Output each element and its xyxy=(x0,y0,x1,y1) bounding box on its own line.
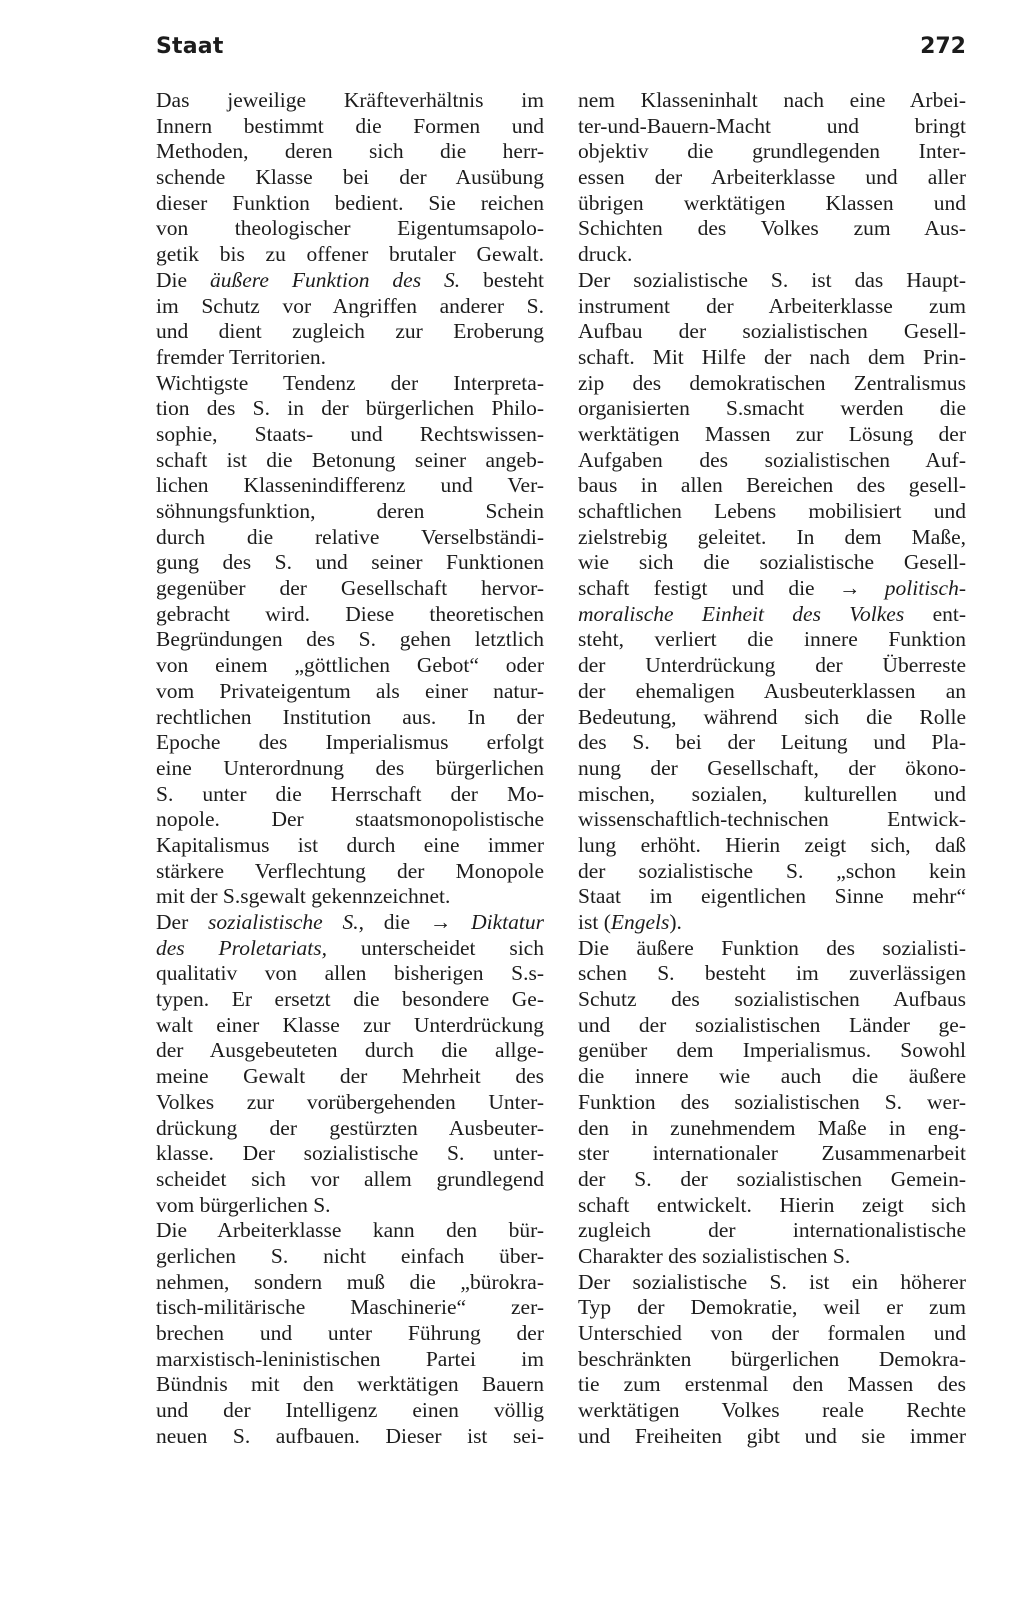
italic-term: Engels xyxy=(610,910,670,934)
text-line: Wichtigste Tendenz der Interpreta- xyxy=(156,370,544,395)
text-line: S. unter die Herrschaft der Mo- xyxy=(156,781,544,806)
text-line: mit der S.sgewalt gekennzeichnet. xyxy=(156,884,451,909)
text-line: ster internationaler Zusammenarbeit xyxy=(578,1141,966,1166)
text-line: organisierten S.smacht werden die xyxy=(578,396,966,421)
text-line: der sozialistische S. „schon kein xyxy=(578,858,966,883)
text-line: instrument der Arbeiterklasse zum xyxy=(578,293,966,318)
text-line: walt einer Klasse zur Unterdrückung xyxy=(156,1012,544,1037)
text-line: marxistisch-leninistischen Partei im xyxy=(156,1346,544,1371)
text-line: Schichten des Volkes zum Aus- xyxy=(578,216,966,241)
text-line: Charakter des sozialistischen S. xyxy=(578,1243,851,1268)
text-span: , die → xyxy=(358,910,472,934)
text-line: des S. bei der Leitung und Pla- xyxy=(578,730,966,755)
text-line: drückung der gestürzten Ausbeuter- xyxy=(156,1115,544,1140)
text-span: besteht xyxy=(460,267,545,292)
text-line: scheidet sich vor allem grundlegend xyxy=(156,1166,544,1191)
text-line: baus in allen Bereichen des gesell- xyxy=(578,473,966,498)
text-line: schaftlichen Lebens mobilisiert und xyxy=(578,499,966,523)
text-line: Schutz des sozialistischen Aufbaus xyxy=(578,987,966,1012)
text-line: mischen, sozialen, kulturellen und xyxy=(578,781,966,806)
text-span: ent- xyxy=(904,601,966,626)
text-span: unterscheidet sich xyxy=(327,935,544,960)
italic-term: sozialistische S. xyxy=(208,910,359,934)
text-line: schaft ist die Betonung seiner angeb- xyxy=(156,447,544,472)
text-line: rechtlichen Institution aus. In der xyxy=(156,704,544,729)
text-line: tisch-militärische Maschinerie“ zer- xyxy=(156,1295,544,1320)
text-span: Die xyxy=(156,267,210,292)
text-line: und Freiheiten gibt und sie immer xyxy=(578,1423,966,1448)
text-line: brechen und unter Führung der xyxy=(156,1321,544,1345)
text-line: der ehemaligen Ausbeuterklassen an xyxy=(578,678,966,703)
text-line: Methoden, deren sich die herr- xyxy=(156,139,544,164)
text-line: Unterschied von der formalen und xyxy=(578,1321,966,1345)
text-line: Bündnis mit den werktätigen Bauern xyxy=(156,1372,544,1397)
text-line: Staat im eigentlichen Sinne mehr“ xyxy=(578,884,966,909)
left-text-column xyxy=(156,88,544,1449)
text-line: wissenschaftlich-technischen Entwick- xyxy=(578,807,966,832)
text-line: und der sozialistischen Länder ge- xyxy=(578,1012,966,1037)
italic-term: Diktatur xyxy=(471,910,544,934)
text-line: nem Klasseninhalt nach eine Arbei- xyxy=(578,88,966,112)
text-line: gung des S. und seiner Funktionen xyxy=(156,550,544,575)
text-line xyxy=(578,910,966,936)
text-line: den in zunehmendem Maße in eng- xyxy=(578,1115,966,1140)
text-line: Bedeutung, während sich die Rolle xyxy=(578,704,966,729)
text-line: Typ der Demokratie, weil er zum xyxy=(578,1295,966,1320)
text-line: nehmen, sondern muß die „bürokra- xyxy=(156,1269,544,1294)
text-line: von einem „göttlichen Gebot“ oder xyxy=(156,653,544,678)
italic-term: politisch- xyxy=(884,576,966,601)
text-line: der S. der sozialistischen Gemein- xyxy=(578,1166,966,1191)
text-line: Begründungen des S. gehen letztlich xyxy=(156,627,544,652)
text-line: wie sich die sozialistische Gesell- xyxy=(578,550,966,575)
text-line: fremder Territorien. xyxy=(156,344,327,369)
text-line: objektiv die grundlegenden Inter- xyxy=(578,139,966,164)
text-line: Der sozialistische S. ist das Haupt- xyxy=(578,267,966,292)
text-line: gegenüber der Gesellschaft hervor- xyxy=(156,576,544,601)
text-line: tie zum erstenmal den Massen des xyxy=(578,1372,966,1397)
text-line: steht, verliert die innere Funktion xyxy=(578,627,966,652)
text-line: essen der Arbeiterklasse und aller xyxy=(578,165,966,190)
text-span: schaft festigt und die → xyxy=(578,576,885,601)
text-line: Der sozialistische S. ist ein höherer xyxy=(578,1269,966,1294)
text-span: Der xyxy=(156,910,209,934)
text-line: und dient zugleich zur Eroberung xyxy=(156,319,544,344)
text-line: Die äußere Funktion des sozialisti- xyxy=(578,935,966,960)
text-line: nung der Gesellschaft, der ökono- xyxy=(578,755,966,780)
text-line: die innere wie auch die äußere xyxy=(578,1064,966,1089)
text-line: Innern bestimmt die Formen und xyxy=(156,113,544,138)
text-line: Volkes zur vorübergehenden Unter- xyxy=(156,1089,544,1114)
text-line: schende Klasse bei der Ausübung xyxy=(156,165,544,190)
text-line xyxy=(578,602,966,628)
text-line: gerlichen S. nicht einfach über- xyxy=(156,1243,544,1268)
text-line: zugleich der internationalistische xyxy=(578,1218,966,1243)
text-line: von theologischer Eigentumsapolo- xyxy=(156,216,544,241)
text-line: dieser Funktion bedient. Sie reichen xyxy=(156,190,544,215)
text-line: Die Arbeiterklasse kann den bür- xyxy=(156,1218,544,1243)
text-line xyxy=(156,268,544,294)
text-line: Aufgaben des sozialistischen Auf- xyxy=(578,447,966,472)
page-number: 272 xyxy=(920,34,966,59)
text-line: der Unterdrückung der Überreste xyxy=(578,653,966,678)
text-span: ist ( xyxy=(578,910,611,934)
text-line: tion des S. in der bürgerlichen Philo- xyxy=(156,396,544,421)
text-line: Das jeweilige Kräfteverhältnis im xyxy=(156,88,544,112)
text-span: ). xyxy=(669,910,682,934)
text-line: nopole. Der staatsmonopolistische xyxy=(156,807,544,832)
text-line: stärkere Verflechtung der Monopole xyxy=(156,858,544,883)
text-line: neuen S. aufbauen. Dieser ist sei- xyxy=(156,1423,544,1448)
text-line: beschränkten bürgerlichen Demokra- xyxy=(578,1346,966,1371)
text-line: und der Intelligenz einen völlig xyxy=(156,1398,544,1423)
text-line: genüber dem Imperialismus. Sowohl xyxy=(578,1038,966,1063)
text-line: zip des demokratischen Zentralismus xyxy=(578,370,966,395)
text-line: werktätigen Massen zur Lösung der xyxy=(578,421,966,446)
text-line: schaft entwickelt. Hierin zeigt sich xyxy=(578,1192,966,1217)
text-line: im Schutz vor Angriffen anderer S. xyxy=(156,293,544,318)
text-line: Funktion des sozialistischen S. wer- xyxy=(578,1089,966,1114)
text-line: meine Gewalt der Mehrheit des xyxy=(156,1064,544,1089)
text-line: söhnungsfunktion, deren Schein xyxy=(156,499,544,523)
text-line: Aufbau der sozialistischen Gesell- xyxy=(578,319,966,344)
text-line: durch die relative Verselbständi- xyxy=(156,524,544,549)
text-line: vom Privateigentum als einer natur- xyxy=(156,678,544,703)
italic-term: moralische Einheit des Volkes xyxy=(578,601,905,626)
text-line: schaft. Mit Hilfe der nach dem Prin- xyxy=(578,344,966,369)
text-line: Epoche des Imperialismus erfolgt xyxy=(156,730,544,755)
text-line: Kapitalismus ist durch eine immer xyxy=(156,832,544,857)
right-text-column xyxy=(578,88,966,1449)
text-line: lung erhöht. Hierin zeigt sich, daß xyxy=(578,832,966,857)
text-line: lichen Klassenindifferenz und Ver- xyxy=(156,473,544,498)
text-line: druck. xyxy=(578,242,633,267)
text-line: der Ausgebeuteten durch die allge- xyxy=(156,1038,544,1063)
text-line: eine Unterordnung des bürgerlichen xyxy=(156,755,544,780)
text-line: zielstrebig geleitet. In dem Maße, xyxy=(578,524,966,549)
text-line xyxy=(156,910,544,936)
text-line: typen. Er ersetzt die besondere Ge- xyxy=(156,987,544,1012)
text-line: ter-und-Bauern-Macht und bringt xyxy=(578,113,966,138)
text-line: vom bürgerlichen S. xyxy=(156,1192,331,1217)
text-line: schen S. besteht im zuverlässigen xyxy=(578,961,966,986)
italic-term: des Proletariats, xyxy=(156,935,328,960)
text-line: klasse. Der sozialistische S. unter- xyxy=(156,1141,544,1166)
italic-term: äußere Funktion des S. xyxy=(210,267,461,292)
text-line: werktätigen Volkes reale Rechte xyxy=(578,1398,966,1423)
text-line: qualitativ von allen bisherigen S.s- xyxy=(156,961,544,986)
text-line xyxy=(578,576,966,602)
text-line: übrigen werktätigen Klassen und xyxy=(578,190,966,215)
page-header xyxy=(156,34,966,70)
text-line xyxy=(156,936,544,962)
running-head: Staat xyxy=(156,34,224,59)
text-line: gebracht wird. Diese theoretischen xyxy=(156,601,544,626)
text-line: getik bis zu offener brutaler Gewalt. xyxy=(156,242,544,267)
text-line: sophie, Staats- und Rechtswissen- xyxy=(156,421,544,446)
